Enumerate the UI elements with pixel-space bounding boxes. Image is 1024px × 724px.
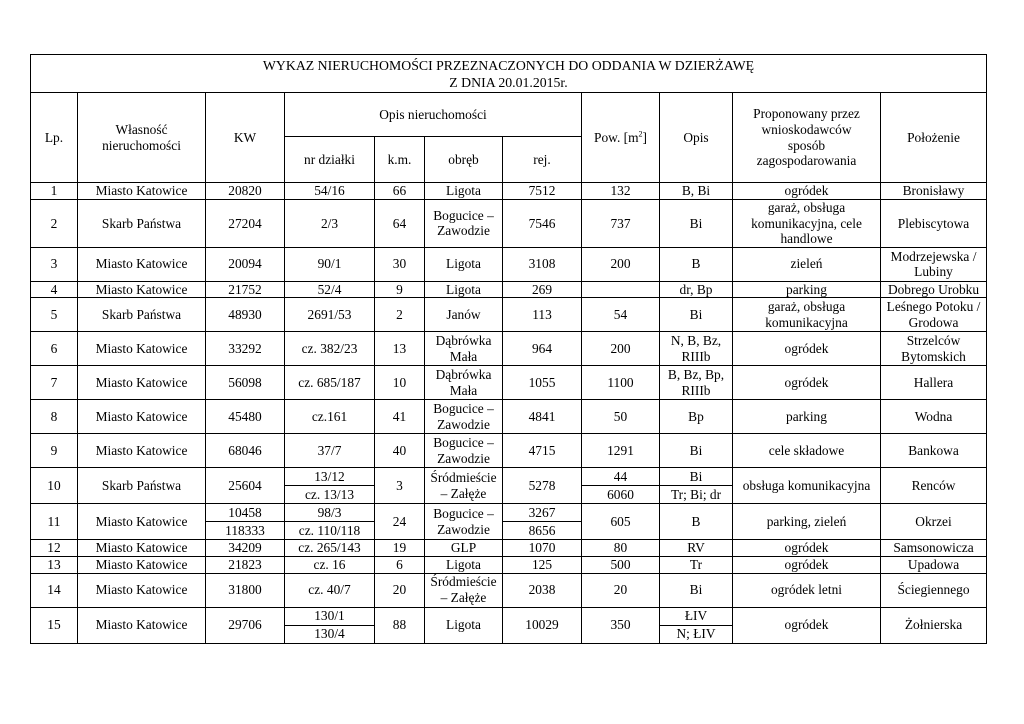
lp-cell: 3 [31,247,78,281]
area-cell: 200 [582,332,660,366]
precinct-cell [425,607,503,643]
opis-cell [660,332,733,366]
lp-cell: 9 [31,434,78,468]
precinct-cell [425,504,503,540]
cell-line: Bankowa [908,443,959,459]
km-cell: 9 [375,281,425,298]
lp-cell: 14 [31,573,78,607]
owner-cell: Miasto Katowice [78,607,206,643]
rej-cell: 3267 [503,504,582,522]
precinct-cell [425,200,503,248]
km-cell: 41 [375,400,425,434]
owner-cell: Miasto Katowice [78,366,206,400]
location-cell [881,556,987,573]
cell-line: Samsonowicza [893,540,974,556]
kw-cell: 56098 [206,366,285,400]
km-cell: 24 [375,504,425,540]
cell-line: komunikacyjna [765,314,848,330]
cell-line: ogródek letni [770,582,843,598]
owner-cell: Skarb Państwa [78,298,206,332]
cell-line: handlowe [780,231,833,247]
cell-line: B, Bz, Bp, [667,367,725,383]
area-cell: 20 [582,573,660,607]
rej-cell: 1070 [503,540,582,557]
area-cell: 44 [582,468,660,486]
area-cell: 1100 [582,366,660,400]
header-proposed-line: sposób [787,137,826,153]
cell-line: GLP [450,540,477,556]
cell-line: ogródek [784,540,829,556]
precinct-cell [425,468,503,504]
cell-line: N, B, Bz, [670,333,722,349]
table-row [31,200,987,248]
cell-line: Ligota [446,556,481,572]
precinct-cell [425,247,503,281]
rej-cell: 10029 [503,607,582,643]
proposed-use-cell [733,540,881,557]
rej-cell: 4841 [503,400,582,434]
owner-cell: Miasto Katowice [78,556,206,573]
cell-line: Janów [446,307,481,323]
km-cell: 64 [375,200,425,248]
location-cell [881,281,987,298]
precinct-cell [425,366,503,400]
header-area-suffix: ] [642,129,647,145]
location-cell [881,247,987,281]
cell-line: garaż, obsługa [767,299,846,315]
proposed-use-cell [733,400,881,434]
kw-cell: 33292 [206,332,285,366]
area-cell: 200 [582,247,660,281]
owner-cell: Miasto Katowice [78,504,206,540]
cell-line: Renców [911,478,956,494]
cell-line: Ligota [446,281,481,297]
cell-line: ogródek [784,183,829,199]
precinct-cell [425,573,503,607]
proposed-use-cell [733,200,881,248]
table-row [31,183,987,200]
precinct-cell [425,540,503,557]
km-cell: 10 [375,366,425,400]
owner-cell: Skarb Państwa [78,468,206,504]
table-row [31,434,987,468]
cell-line: parking [786,281,827,297]
proposed-use-cell [733,607,881,643]
owner-cell: Miasto Katowice [78,281,206,298]
kw-cell: 20820 [206,183,285,200]
area-cell: 350 [582,607,660,643]
km-cell: 2 [375,298,425,332]
cell-line: Modrzejewska / [890,248,977,264]
plot-cell: 54/16 [285,183,375,200]
opis-cell: ŁIV [660,607,733,625]
table-row [31,504,987,522]
header-area-prefix: Pow. [m [594,129,639,145]
owner-cell: Skarb Państwa [78,200,206,248]
lp-cell: 8 [31,400,78,434]
lp-cell: 15 [31,607,78,643]
proposed-use-cell [733,183,881,200]
opis-cell: Bi [660,573,733,607]
cell-line: Dąbrówka [435,367,492,383]
area-cell: 500 [582,556,660,573]
cell-line: Żołnierska [904,617,963,633]
cell-line: parking [786,409,827,425]
area-cell: 737 [582,200,660,248]
plot-cell: cz. 265/143 [285,540,375,557]
rej-cell: 4715 [503,434,582,468]
lp-cell: 10 [31,468,78,504]
precinct-cell [425,298,503,332]
kw-cell: 21752 [206,281,285,298]
proposed-use-cell [733,332,881,366]
area-cell: 6060 [582,486,660,504]
area-cell [582,281,660,298]
cell-line: Dobrego Urobku [887,281,980,297]
cell-line: Okrzei [915,514,952,530]
table-row [31,366,987,400]
rej-cell: 5278 [503,468,582,504]
plot-cell: 2/3 [285,200,375,248]
cell-line: Wodna [914,409,953,425]
owner-cell: Miasto Katowice [78,540,206,557]
owner-cell: Miasto Katowice [78,400,206,434]
location-cell [881,366,987,400]
cell-line: RIIIb [681,382,711,398]
owner-cell: Miasto Katowice [78,573,206,607]
rej-cell: 8656 [503,522,582,540]
table-row [31,298,987,332]
rej-cell: 2038 [503,573,582,607]
precinct-cell [425,556,503,573]
owner-cell: Miasto Katowice [78,332,206,366]
proposed-use-cell [733,366,881,400]
plot-cell: 130/1 [285,607,375,625]
cell-line: ogródek [784,341,829,357]
header-proposed-line: wnioskodawców [761,121,852,137]
header-owner [78,93,206,183]
header-plot-no: nr działki [285,137,375,183]
cell-line: obsługa komunikacyjna [742,478,871,494]
cell-line: Ściegiennego [897,582,970,598]
table-row [31,468,987,486]
opis-cell: Tr [660,556,733,573]
location-cell [881,200,987,248]
header-area [582,93,660,183]
cell-line: Ligota [446,617,481,633]
kw-cell: 20094 [206,247,285,281]
precinct-cell [425,434,503,468]
cell-line: RIIIb [681,348,711,364]
opis-cell [660,366,733,400]
proposed-use-cell [733,434,881,468]
header-lp: Lp. [31,93,78,183]
header-proposed-line: Proponowany przez [753,106,860,122]
km-cell: 19 [375,540,425,557]
precinct-cell [425,281,503,298]
location-cell [881,298,987,332]
header-location: Położenie [881,93,987,183]
document-title [31,55,987,93]
cell-line: Plebiscytowa [897,215,970,231]
proposed-use-cell [733,468,881,504]
lp-cell: 5 [31,298,78,332]
cell-line: Dąbrówka [435,333,492,349]
cell-line: Ligota [446,256,481,272]
header-kw: KW [206,93,285,183]
kw-cell: 45480 [206,400,285,434]
table-row [31,332,987,366]
area-cell: 50 [582,400,660,434]
table-row [31,540,987,557]
lp-cell: 1 [31,183,78,200]
title-line-1: WYKAZ NIERUCHOMOŚCI PRZEZNACZONYCH DO ODDANIA W DZIERŻAWĘ [262,57,755,73]
cell-line: Upadowa [907,556,960,572]
header-owner-line: Własność [115,121,168,137]
opis-cell: Bi [660,200,733,248]
header-precinct: obręb [425,137,503,183]
rej-cell: 3108 [503,247,582,281]
proposed-use-cell [733,298,881,332]
table-row [31,400,987,434]
cell-line: Zawodzie [437,521,490,537]
proposed-use-cell [733,247,881,281]
opis-cell: Bi [660,468,733,486]
cell-line: Bronisławy [902,183,965,199]
cell-line: Zawodzie [437,223,490,239]
kw-cell: 118333 [206,522,285,540]
header-proposed-line: zagospodarowania [756,153,857,169]
header-km: k.m. [375,137,425,183]
kw-cell: 21823 [206,556,285,573]
location-cell [881,434,987,468]
km-cell: 6 [375,556,425,573]
plot-cell: 98/3 [285,504,375,522]
location-cell [881,400,987,434]
area-cell: 1291 [582,434,660,468]
area-cell: 605 [582,504,660,540]
cell-line: Bogucice – [433,506,494,522]
cell-line: zieleń [790,256,823,272]
precinct-cell [425,332,503,366]
lp-cell: 4 [31,281,78,298]
cell-line: cele składowe [768,443,845,459]
opis-cell: B [660,504,733,540]
owner-cell: Miasto Katowice [78,247,206,281]
lp-cell: 6 [31,332,78,366]
opis-cell: Bi [660,298,733,332]
cell-line: Lubiny [914,264,953,280]
kw-cell: 31800 [206,573,285,607]
location-cell [881,504,987,540]
km-cell: 40 [375,434,425,468]
plot-cell: cz. 40/7 [285,573,375,607]
cell-line: Bogucice – [433,401,494,417]
km-cell: 13 [375,332,425,366]
cell-line: Bogucice – [433,207,494,223]
plot-cell: cz.161 [285,400,375,434]
cell-line: Strzelców [906,333,961,349]
cell-line: ogródek [784,375,829,391]
rej-cell: 964 [503,332,582,366]
opis-cell: B [660,247,733,281]
km-cell: 20 [375,573,425,607]
lp-cell: 12 [31,540,78,557]
cell-line: Mała [449,348,478,364]
kw-cell: 34209 [206,540,285,557]
opis-cell: Tr; Bi; dr [660,486,733,504]
opis-cell: B, Bi [660,183,733,200]
area-cell: 132 [582,183,660,200]
cell-line: Śródmieście [430,470,497,486]
rej-cell: 125 [503,556,582,573]
precinct-cell [425,183,503,200]
table-row [31,281,987,298]
cell-line: – Załęże [440,485,487,501]
plot-cell: 37/7 [285,434,375,468]
lp-cell: 13 [31,556,78,573]
plot-cell: cz. 13/13 [285,486,375,504]
km-cell: 3 [375,468,425,504]
cell-line: Zawodzie [437,416,490,432]
plot-cell: 52/4 [285,281,375,298]
precinct-cell [425,400,503,434]
plot-cell: cz. 382/23 [285,332,375,366]
table-row [31,573,987,607]
header-area-sup: 2 [638,129,643,139]
location-cell [881,468,987,504]
cell-line: Śródmieście [430,574,497,590]
cell-line: komunikacyjna, cele [751,215,862,231]
plot-cell: 130/4 [285,625,375,643]
table-row [31,607,987,625]
area-cell: 80 [582,540,660,557]
table-row [31,556,987,573]
location-cell [881,332,987,366]
lp-cell: 11 [31,504,78,540]
proposed-use-cell [733,573,881,607]
cell-line: Ligota [446,183,481,199]
kw-cell: 29706 [206,607,285,643]
plot-cell: cz. 110/118 [285,522,375,540]
header-description: Opis nieruchomości [285,93,582,137]
owner-cell: Miasto Katowice [78,183,206,200]
location-cell [881,573,987,607]
header-rej: rej. [503,137,582,183]
plot-cell: cz. 16 [285,556,375,573]
cell-line: – Załęże [440,590,487,606]
cell-line: Hallera [913,375,954,391]
header-proposed-use [733,93,881,183]
kw-cell: 10458 [206,504,285,522]
title-line-2: Z DNIA 20.01.2015r. [449,74,568,90]
property-list-table [30,54,987,644]
km-cell: 88 [375,607,425,643]
proposed-use-cell [733,504,881,540]
plot-cell: 90/1 [285,247,375,281]
cell-line: garaż, obsługa [767,200,846,215]
kw-cell: 68046 [206,434,285,468]
proposed-use-cell [733,556,881,573]
plot-cell: 2691/53 [285,298,375,332]
cell-line: Bogucice – [433,435,494,451]
opis-cell: Bp [660,400,733,434]
opis-cell: RV [660,540,733,557]
cell-line: parking, zieleń [766,514,847,530]
km-cell: 66 [375,183,425,200]
cell-line: ogródek [784,556,829,572]
plot-cell: cz. 685/187 [285,366,375,400]
rej-cell: 7512 [503,183,582,200]
km-cell: 30 [375,247,425,281]
lp-cell: 7 [31,366,78,400]
rej-cell: 269 [503,281,582,298]
kw-cell: 27204 [206,200,285,248]
plot-cell: 13/12 [285,468,375,486]
table-row [31,247,987,281]
lp-cell: 2 [31,200,78,248]
rej-cell: 113 [503,298,582,332]
cell-line: Bytomskich [901,348,966,364]
owner-cell: Miasto Katowice [78,434,206,468]
area-cell: 54 [582,298,660,332]
header-owner-line: nieruchomości [102,137,181,153]
cell-line: ogródek [784,617,829,633]
proposed-use-cell [733,281,881,298]
location-cell [881,607,987,643]
location-cell [881,540,987,557]
kw-cell: 25604 [206,468,285,504]
opis-cell: Bi [660,434,733,468]
cell-line: Grodowa [908,314,959,330]
kw-cell: 48930 [206,298,285,332]
cell-line: Leśnego Potoku / [886,299,981,315]
rej-cell: 1055 [503,366,582,400]
header-opis: Opis [660,93,733,183]
opis-cell: dr, Bp [660,281,733,298]
rej-cell: 7546 [503,200,582,248]
cell-line: Mała [449,382,478,398]
cell-line: Zawodzie [437,450,490,466]
opis-cell: N; ŁIV [660,625,733,643]
location-cell [881,183,987,200]
